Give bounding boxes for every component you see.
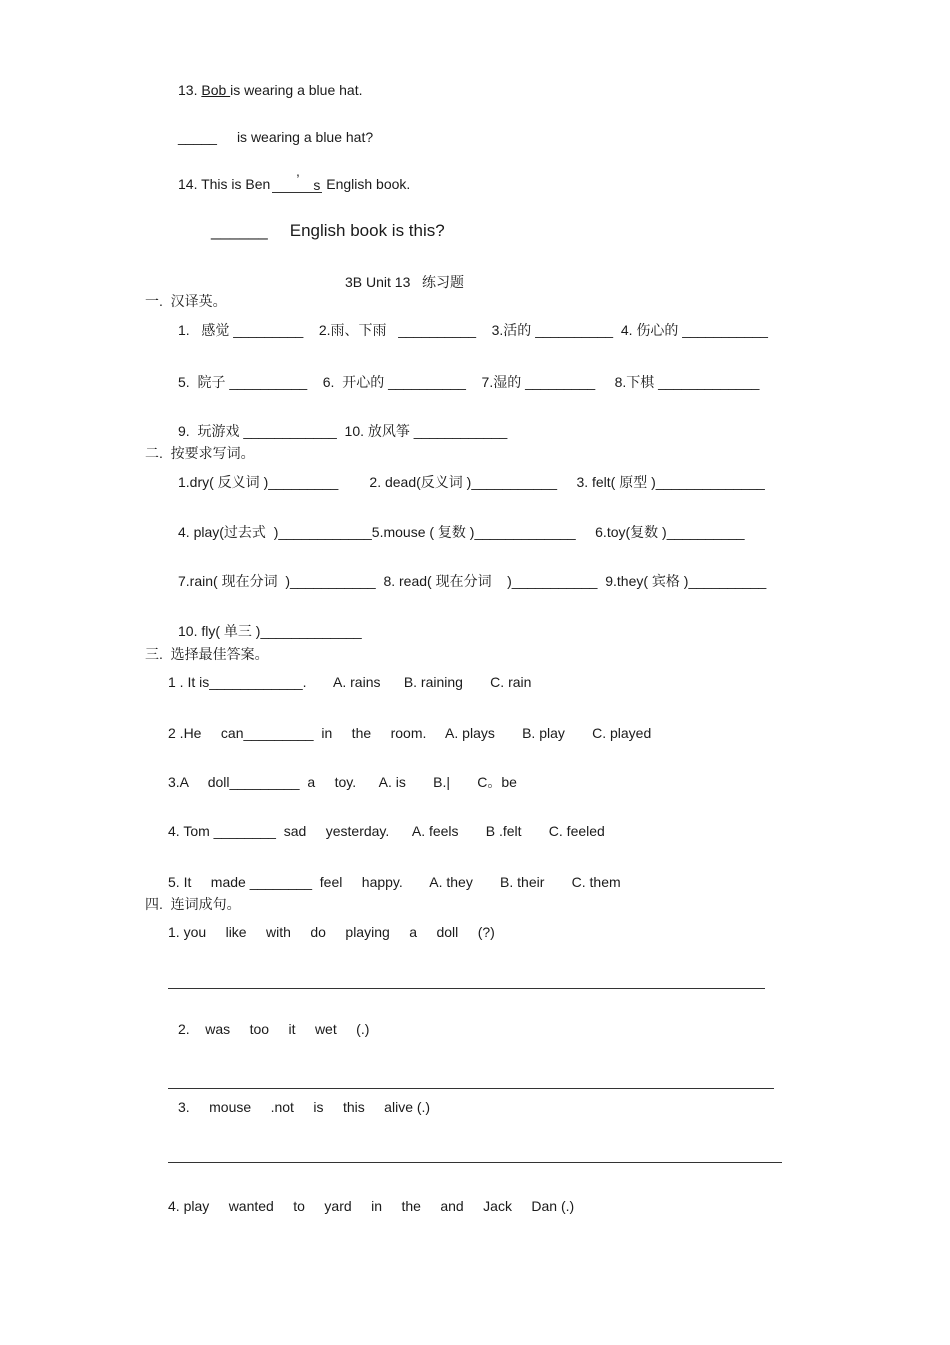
section-4-heading: 四. 连词成句。 — [145, 896, 241, 912]
section-4-question-2: 2. was too it wet (.) — [178, 1021, 370, 1037]
section-2-heading: 二. 按要求写词。 — [145, 445, 255, 461]
section-3-heading: 三. 选择最佳答案。 — [145, 646, 269, 662]
q13-text: is wearing a blue hat. — [230, 82, 363, 98]
q14-possessive-s: s — [313, 177, 321, 193]
section-1-row-2: 5. 院子 __________ 6. 开心的 __________ 7.湿的 _________ 8.下棋 _____________ — [178, 374, 760, 390]
section-3-question-5: 5. It made ________ feel happy. A. they B. their C. them — [168, 874, 621, 890]
section-3-question-2: 2 .He can_________ in the room. A. plays B. play C. played — [168, 725, 652, 741]
q13-followup-line — [178, 128, 373, 146]
section-4-question-1: 1. you like with do playing a doll (?) — [168, 924, 495, 940]
section-2-row-4: 10. fly( 单三 )_____________ — [178, 623, 362, 639]
section-3-question-3: 3.A doll_________ a toy. A. is B.| C。be — [168, 774, 517, 790]
answer-line-2[interactable] — [168, 1088, 774, 1089]
q14-followup-text: English book is this? — [289, 221, 445, 240]
section-4-question-3: 3. mouse .not is this alive (.) — [178, 1099, 431, 1115]
q14-text-end: English book. — [322, 176, 411, 192]
q13-number: 13. — [178, 82, 202, 98]
q14-line — [178, 171, 411, 193]
answer-line-3[interactable] — [168, 1162, 782, 1163]
q13-blank[interactable]: _____ — [178, 129, 217, 145]
section-3-question-1: 1 . It is____________. A. rains B. raining C. rain — [168, 674, 532, 690]
q14-apostrophe: ’ — [296, 171, 300, 187]
answer-line-1[interactable] — [168, 988, 765, 989]
section-4-question-4: 4. play wanted to yard in the and Jack Dan (.) — [168, 1198, 575, 1214]
page-title: 3B Unit 13 练习题 — [345, 274, 465, 290]
q14-followup-line — [211, 222, 445, 240]
q14-underlined-slot — [272, 171, 322, 193]
section-2-row-2: 4. play(过去式 )____________5.mouse ( 复数 )_____________ 6.toy(复数 )__________ — [178, 524, 745, 540]
section-2-row-1: 1.dry( 反义词 )_________ 2. dead(反义词 )___________ 3. felt( 原型 )______________ — [178, 474, 765, 490]
section-1-row-1: 1. 感觉 _________ 2.雨、下雨 __________ 3.活的 __________ 4. 伤心的 ___________ — [178, 322, 768, 338]
q14-blank[interactable]: ______ — [211, 221, 268, 240]
q13-followup-text: is wearing a blue hat? — [236, 129, 374, 145]
q13-line — [178, 81, 362, 99]
section-3-question-4: 4. Tom ________ sad yesterday. A. feels B .felt C. feeled — [168, 823, 605, 839]
section-1-heading: 一. 汉译英。 — [145, 293, 227, 309]
section-1-row-3: 9. 玩游戏 ____________ 10. 放风筝 ____________ — [178, 423, 508, 439]
q14-text: 14. This is Ben — [178, 176, 271, 192]
section-2-row-3: 7.rain( 现在分词 )___________ 8. read( 现在分词 )___________ 9.they( 宾格 )__________ — [178, 573, 767, 589]
q13-underlined-word: Bob — [201, 82, 231, 98]
